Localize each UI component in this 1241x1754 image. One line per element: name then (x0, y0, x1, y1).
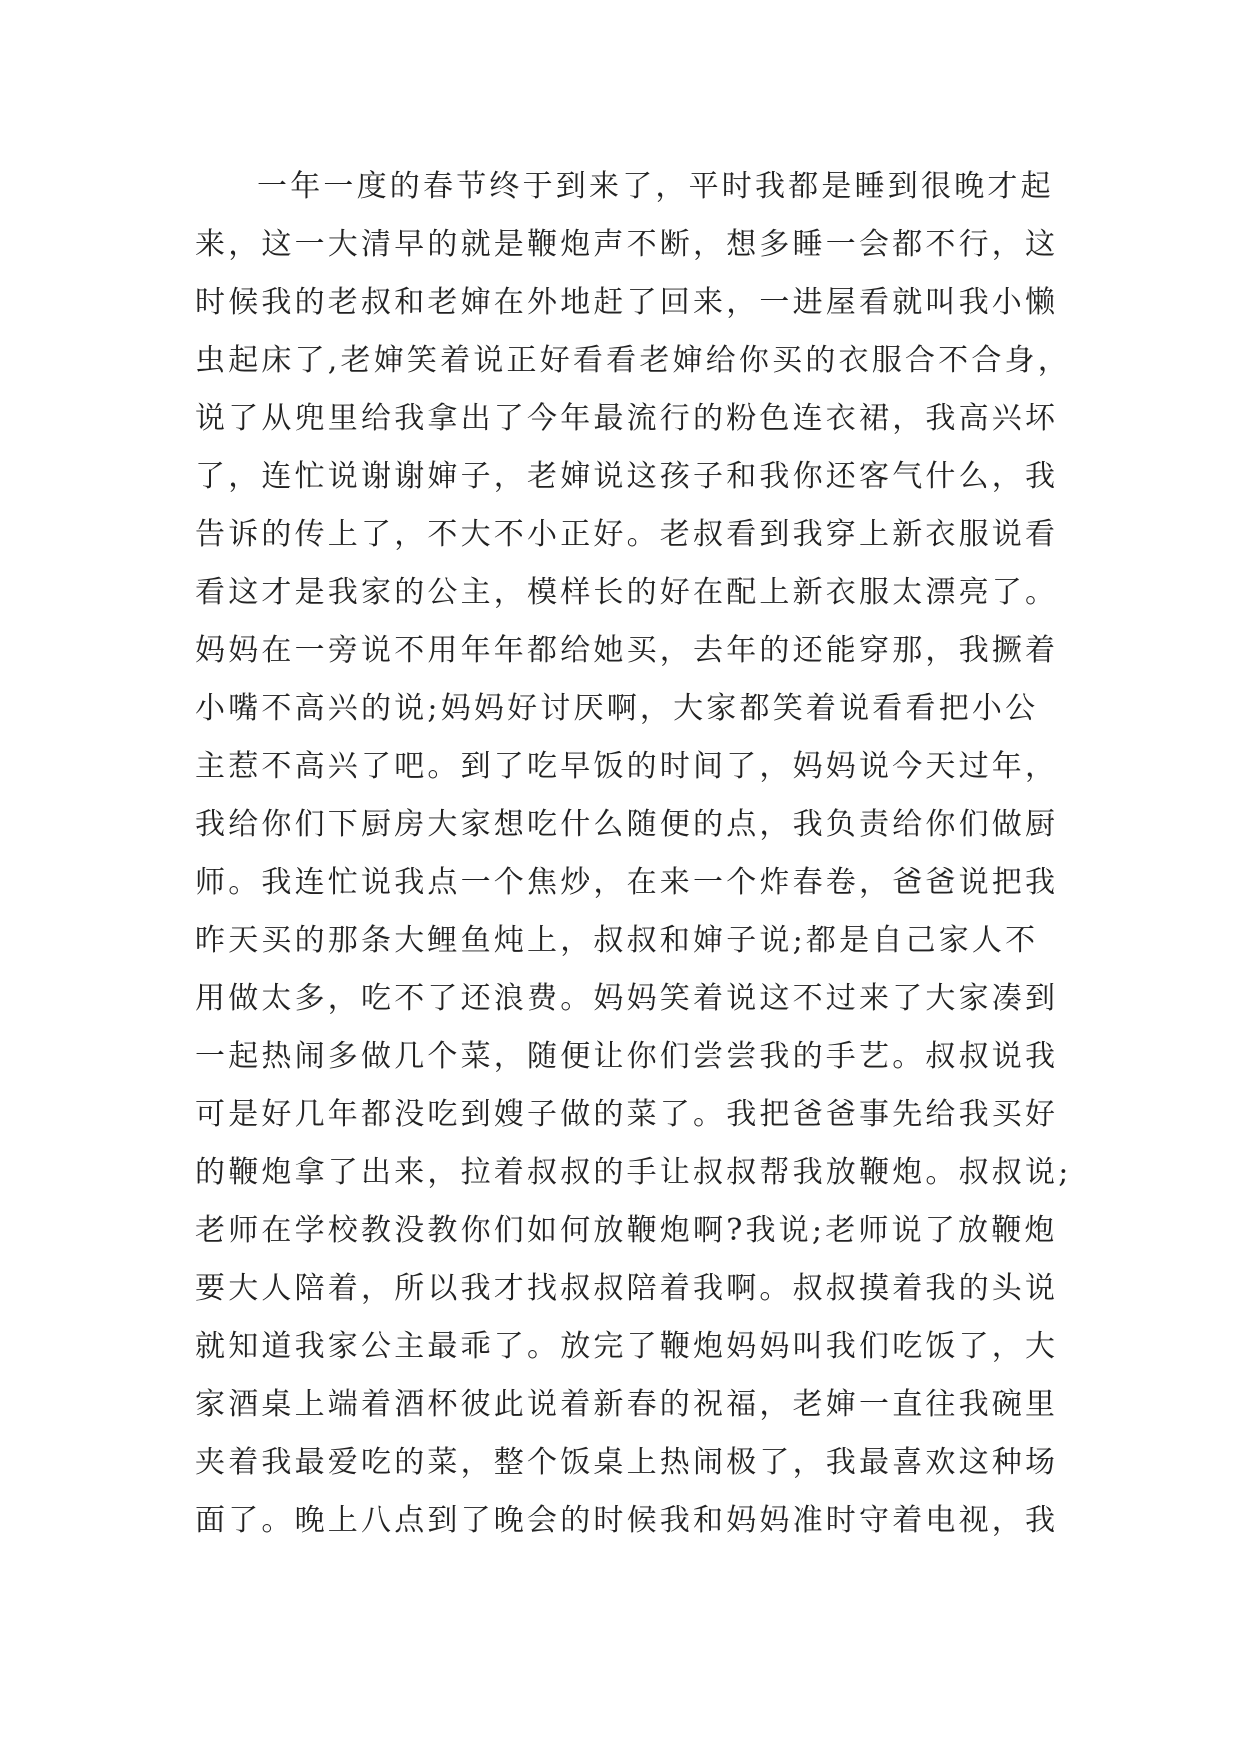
text-line: 我给你们下厨房大家想吃什么随便的点，我负责给你们做厨 (195, 807, 1059, 842)
text-line: 来，这一大清早的就是鞭炮声不断，想多睡一会都不行，这 (195, 227, 1059, 262)
text-line: 一起热闹多做几个菜，随便让你们尝尝我的手艺。叔叔说我 (195, 1039, 1059, 1074)
text-line: 一年一度的春节终于到来了，平时我都是睡到很晚才起 (257, 169, 1054, 204)
text-line: 老师在学校教没教你们如何放鞭炮啊?我说;老师说了放鞭炮 (195, 1213, 1058, 1248)
text-line: 了，连忙说谢谢婶子，老婶说这孩子和我你还客气什么，我 (195, 459, 1059, 494)
body-text (195, 158, 1072, 1550)
text-line: 师。我连忙说我点一个焦炒，在来一个炸春卷，爸爸说把我 (195, 865, 1059, 900)
text-line: 昨天买的那条大鲤鱼炖上，叔叔和婶子说;都是自己家人不 (195, 923, 1039, 958)
text-line: 小嘴不高兴的说;妈妈好讨厌啊，大家都笑着说看看把小公 (195, 691, 1039, 726)
text-line: 妈妈在一旁说不用年年都给她买，去年的还能穿那，我撅着 (195, 633, 1059, 668)
text-line: 说了从兜里给我拿出了今年最流行的粉色连衣裙，我高兴坏 (195, 401, 1059, 436)
text-line: 告诉的传上了，不大不小正好。老叔看到我穿上新衣服说看 (195, 517, 1059, 552)
text-line: 主惹不高兴了吧。到了吃早饭的时间了，妈妈说今天过年， (195, 749, 1059, 784)
text-line: 用做太多，吃不了还浪费。妈妈笑着说这不过来了大家凑到 (195, 981, 1059, 1016)
text-line: 就知道我家公主最乖了。放完了鞭炮妈妈叫我们吃饭了，大 (195, 1329, 1059, 1364)
text-line: 夹着我最爱吃的菜，整个饭桌上热闹极了，我最喜欢这种场 (195, 1445, 1059, 1480)
text-line: 虫起床了,老婶笑着说正好看看老婶给你买的衣服合不合身， (195, 343, 1071, 378)
text-line: 看这才是我家的公主，模样长的好在配上新衣服太漂亮了。 (195, 575, 1059, 610)
text-line: 可是好几年都没吃到嫂子做的菜了。我把爸爸事先给我买好 (195, 1097, 1059, 1132)
text-line: 时候我的老叔和老婶在外地赶了回来，一进屋看就叫我小懒 (195, 285, 1059, 320)
text-line: 家酒桌上端着酒杯彼此说着新春的祝福，老婶一直往我碗里 (195, 1387, 1059, 1422)
text-line: 要大人陪着，所以我才找叔叔陪着我啊。叔叔摸着我的头说 (195, 1271, 1059, 1306)
text-line: 的鞭炮拿了出来，拉着叔叔的手让叔叔帮我放鞭炮。叔叔说; (195, 1155, 1072, 1190)
text-line: 面了。晚上八点到了晚会的时候我和妈妈准时守着电视，我 (195, 1503, 1059, 1538)
